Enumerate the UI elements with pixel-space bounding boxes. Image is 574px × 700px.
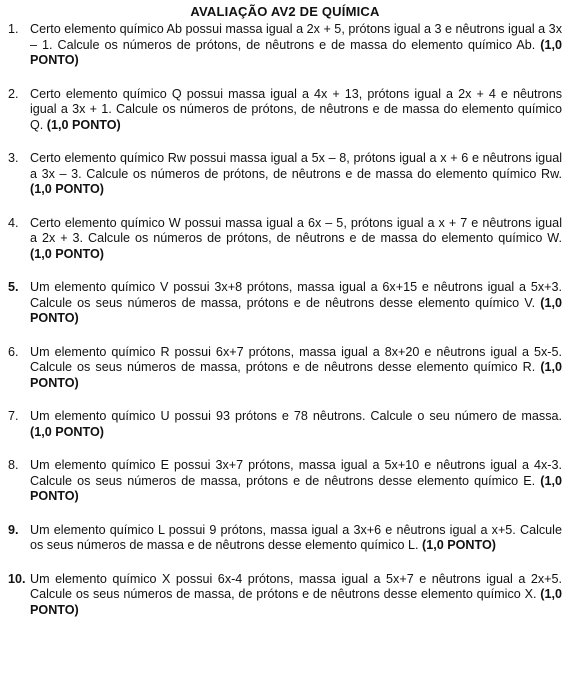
question-text: Certo elemento químico Rw possui massa igual a 5x – 8, prótons igual a x + 6 e nêutrons igual a 3x – 3. Calcule os números de prótons, de nêutrons e de massa do elemento químico Rw. (1,0 PONTO) xyxy=(30,151,562,196)
question-points: (1,0 PONTO) xyxy=(30,37,562,67)
question-text: Um elemento químico R possui 6x+7 prótons, massa igual a 8x+20 e nêutrons igual a 5x-5. Calcule os seus números de massa, prótons e de nêutrons desse elemento químico R. (1,0 PONTO) xyxy=(30,344,563,390)
question-1 xyxy=(8,22,562,69)
question-2 xyxy=(8,87,562,134)
question-points: (1,0 PONTO) xyxy=(30,295,562,325)
question-points: (1,0 PONTO) xyxy=(30,424,104,439)
question-7 xyxy=(8,409,562,440)
question-number: 2. xyxy=(8,86,19,101)
question-5 xyxy=(8,280,562,327)
question-points: (1,0 PONTO) xyxy=(30,587,562,617)
question-number: 9. xyxy=(8,522,19,537)
question-text: Certo elemento químico Ab possui massa igual a 2x + 5, prótons igual a 3 e nêutrons igual a 3x – 1. Calcule os números de prótons, de nêutrons e de massa do elemento químico Ab. (1,0 PONTO) xyxy=(30,22,562,67)
question-10 xyxy=(8,572,562,619)
question-number: 8. xyxy=(8,458,19,472)
question-number: 3. xyxy=(8,151,19,165)
question-points: (1,0 PONTO) xyxy=(30,473,562,503)
question-points: (1,0 PONTO) xyxy=(30,246,104,261)
question-number: 4. xyxy=(8,215,19,230)
question-text: Certo elemento químico Q possui massa igual a 4x + 13, prótons igual a 2x + 4 e nêutrons igual a 3x + 1. Calcule os números de prótons, de nêutrons e de massa do elemento químico Q. (1,0 PONTO) xyxy=(30,86,562,132)
question-text: Um elemento químico V possui 3x+8 prótons, massa igual a 6x+15 e nêutrons igual a 5x+3. Calcule os seus números de massa, prótons e de nêutrons desse elemento químico V. (1,0 PONTO) xyxy=(30,280,562,325)
question-8 xyxy=(8,458,562,505)
question-points: (1,0 PONTO) xyxy=(30,360,563,390)
question-number: 10. xyxy=(8,571,26,586)
question-9 xyxy=(8,523,562,554)
question-text: Certo elemento químico W possui massa igual a 6x – 5, prótons igual a x + 7 e nêutrons igual a 2x + 3. Calcule os números de prótons, de nêutrons e de massa do elemento químico W. (1,0 PONTO) xyxy=(30,215,562,261)
question-number: 5. xyxy=(8,280,19,294)
question-3 xyxy=(8,151,562,198)
question-number: 6. xyxy=(8,344,19,359)
question-points: (1,0 PONTO) xyxy=(46,117,121,132)
exam-title: AVALIAÇÃO AV2 DE QUÍMICA xyxy=(190,4,380,19)
question-text: Um elemento químico X possui 6x-4 prótons, massa igual a 5x+7 e nêutrons igual a 2x+5. Calcule os seus números de massa, de prótons e de nêutrons desse elemento químico X. (1,0 PONTO) xyxy=(30,571,562,617)
question-number: 1. xyxy=(8,22,19,36)
question-text: Um elemento químico L possui 9 prótons, massa igual a 3x+6 e nêutrons igual a x+5. Calcule os seus números de massa e de nêutrons desse elemento químico L. (1,0 PONTO) xyxy=(30,522,562,552)
question-4 xyxy=(8,216,562,263)
question-points: (1,0 PONTO) xyxy=(422,538,496,552)
question-text: Um elemento químico E possui 3x+7 prótons, massa igual a 5x+10 e nêutrons igual a 4x-3. Calcule os seus números de massa, prótons e de nêutrons desse elemento químico E. (1,0 PONTO) xyxy=(30,458,562,503)
question-number: 7. xyxy=(8,409,19,423)
question-text: Um elemento químico U possui 93 prótons e 78 nêutrons. Calcule o seu número de massa. (1,0 PONTO) xyxy=(30,409,562,439)
question-points: (1,0 PONTO) xyxy=(30,182,104,196)
question-6 xyxy=(8,345,562,392)
